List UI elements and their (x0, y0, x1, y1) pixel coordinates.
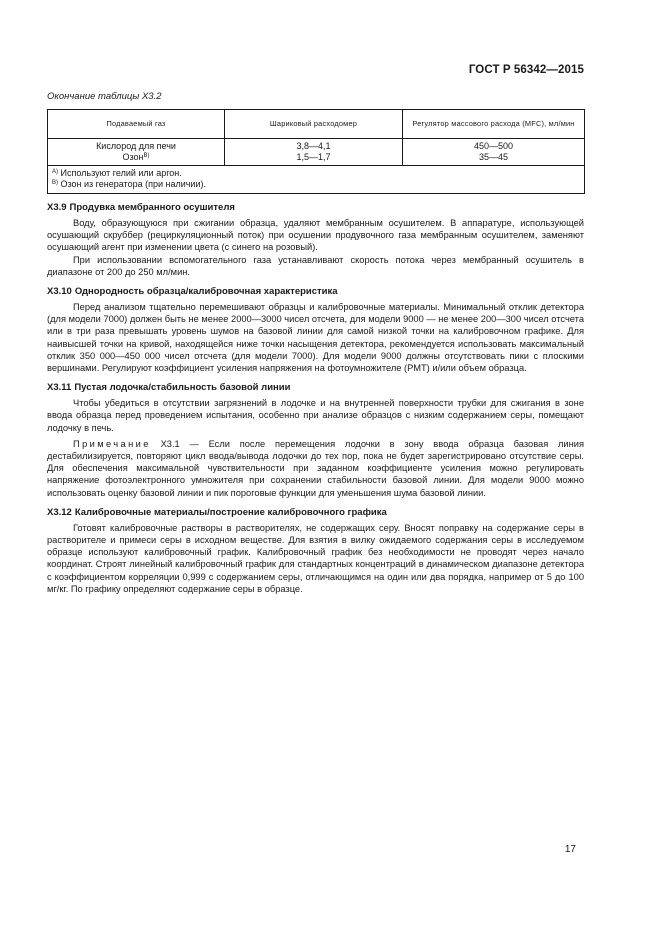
column-header-ball-flowmeter: Шариковый расходомер (225, 110, 403, 139)
footnote-b (52, 179, 580, 190)
section-heading: Пустая лодочка/стабильность базовой линии (74, 382, 291, 394)
section-title-x3-9 (47, 202, 584, 214)
footnote-a-text: Используют гелий или аргон. (60, 168, 182, 178)
note-x3-1 (47, 438, 584, 499)
ball-value-oxygen: 3,8—4,1 (296, 141, 331, 151)
section-heading: Однородность образца/калибровочная характеристика (74, 286, 338, 298)
table-caption: Окончание таблицы Х3.2 (47, 91, 162, 102)
section-number: Х3.9 (47, 202, 67, 213)
standard-code: ГОСТ Р 56342—2015 (468, 64, 584, 76)
column-header-mfc: Регулятор массового расхода (MFC), мл/мин (403, 110, 585, 139)
ball-value-ozone: 1,5—1,7 (296, 151, 331, 162)
column-header-gas: Подаваемый газ (48, 110, 225, 139)
note-text: Х3.1 — Если после перемещения лодочки в зону ввода образца базовая линия дестабилизируется, повторяют цикл ввода/вывода лодочки до тех пор, пока не будет зарегистрировано отсутствие серы. Для обеспечения максимальной чувствительности при заданном коэффициенте усиления можно регулировать напряжение фотоэлектронного умножителя при сохранении стабильности базовой линии. Для модели 9000 можно использовать оценку базовой линии и пик пороговые функции для уменьшения шума базовой линии. (47, 438, 584, 498)
section-number: Х3.12 (47, 506, 72, 518)
footnote-mark-a: A) (52, 169, 58, 175)
section-number: Х3.11 (47, 382, 72, 394)
mfc-value-oxygen: 450—500 (473, 141, 514, 151)
section-paragraph: Перед анализом тщательно перемешивают образцы и калибровочные материалы. Минимальный отклик детектора (для модели 7000) должен быть не менее 2000—3000 чисел отсчета, для модели 9000 — не менее 200—300 чисел отсчета или в три раза превышать уровень шумов на базовой линии для самой низкой точки на калибровочном графике. Для наивысшей точки на кривой, находящейся ниже точки насыщения детектора, рекомендуется использовать максимальный отклик 350 000—450 000 чисел отсчета (для модели 7000). Для модели 9000 должны отсутствовать пики с плоскими вершинами. Регулируют коэффициент усиления напряжения на фотоумножителе (РМТ) и/или объем образца. (47, 302, 584, 374)
table-cell-ball-flowmeter (225, 139, 403, 166)
footnote-b-text: Озон из генератора (при наличии). (60, 179, 206, 189)
section-title-x3-10 (47, 286, 584, 298)
note-label: Примечание (73, 438, 151, 449)
table-cell-mfc (403, 139, 585, 166)
gas-oxygen: Кислород для печи (96, 141, 176, 151)
mfc-value-ozone: 35—45 (478, 151, 509, 162)
gas-ozone (51, 152, 221, 163)
page-content (47, 91, 584, 595)
section-paragraph: Воду, образующуюся при сжигании образца, удаляют мембранным осушителем. В аппаратуре, использующей осушающий скруббер (рециркуляционный поток) при осушении продувочного газа мембранным осушителем, заменяют осушающий агент при изменении цвета (с синего на розовый). (47, 218, 584, 253)
section-heading: Калибровочные материалы/построение калибровочного графика (74, 506, 387, 518)
footnote-a (52, 168, 580, 179)
table-row (48, 139, 585, 166)
section-number: Х3.10 (47, 286, 72, 298)
section-title-x3-12 (47, 507, 584, 519)
footnote-mark-b: B) (52, 180, 58, 186)
footnote-ref-b: B) (143, 152, 150, 159)
table-cell-gas (48, 139, 225, 166)
table-footnotes (48, 166, 585, 194)
page-number: 17 (564, 844, 576, 855)
gas-ozone-label: Озон (122, 151, 144, 162)
table-footnotes-row (48, 166, 585, 194)
section-paragraph: При использовании вспомогательного газа устанавливают скорость потока через мембранный осушитель в диапазоне от 200 до 250 мл/мин. (47, 254, 584, 277)
section-heading: Продувка мембранного осушителя (69, 202, 235, 213)
table-header-row (48, 110, 585, 139)
gas-flow-table (47, 109, 585, 194)
section-paragraph: Готовят калибровочные растворы в растворителях, не содержащих серу. Вносят поправку на содержание серы в растворителе и примеси серы в исходном веществе. Для взятия в вилку ожидаемого содержания серы в исследуемом образце используют калибровочный график. Калибровочный график без необходимости не проводят через начало координат. Строят линейный калибровочный график для стандартных концентраций в динамическом диапазоне детектора с коэффициентом корреляции 0,999 с содержанием серы, отличающимся на один или два порядка, например от 5 до 100 мг/кг. По графику определяют содержание серы в образце. (47, 522, 584, 594)
section-paragraph: Чтобы убедиться в отсутствии загрязнений в лодочке и на внутренней поверхности трубки для сжигания в зоне ввода образца перед проведением испытания, особенно при анализе образцов с низким содержанием серы, помещают лодочку в печь. (47, 398, 584, 433)
section-title-x3-11 (47, 382, 584, 394)
